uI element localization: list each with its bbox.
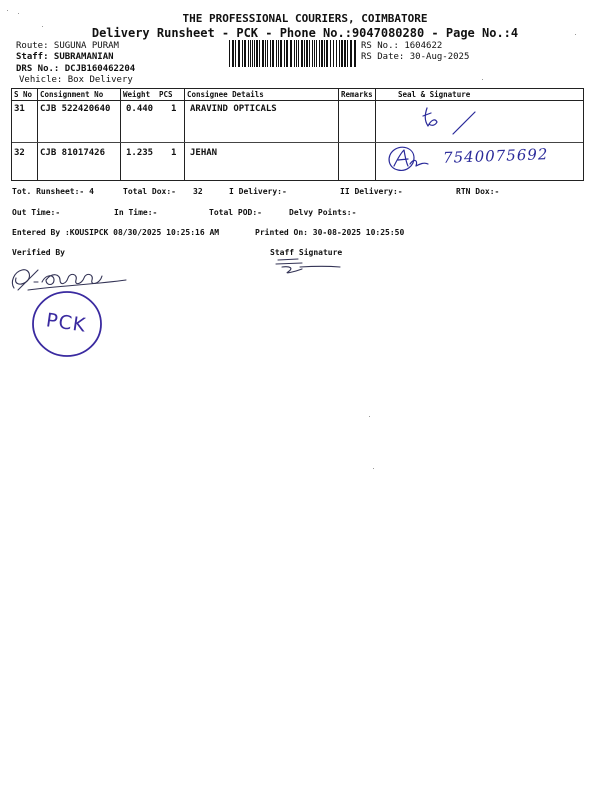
printed-on: Printed On: 30-08-2025 10:25:50: [255, 228, 405, 237]
total-pod: Total POD:-: [209, 208, 262, 217]
barcode-bar: [298, 40, 299, 67]
barcode-bar: [235, 40, 236, 67]
i-delivery: I Delivery:-: [229, 187, 287, 196]
total-dox-label: Total Dox:-: [123, 187, 176, 196]
barcode-bar: [278, 40, 279, 67]
barcode-bar: [312, 40, 313, 67]
header-seal-signature: Seal & Signature: [398, 90, 471, 99]
barcode: [229, 40, 356, 67]
barcode-bar: [280, 40, 282, 67]
staff-signature: [272, 254, 344, 276]
header-sno: S No: [14, 90, 33, 99]
barcode-bar: [256, 40, 258, 67]
barcode-bar: [238, 40, 240, 67]
rs-number: RS No.: 1604622: [361, 41, 443, 51]
row-2-weight: 1.235: [126, 148, 154, 158]
barcode-bar: [242, 40, 243, 67]
barcode-bar: [309, 40, 310, 67]
row-1-consignment: CJB 522420640: [40, 104, 111, 114]
delvy-points: Delvy Points:-: [289, 208, 357, 217]
barcode-bar: [286, 40, 288, 67]
header-consignment: Consignment No: [40, 90, 104, 99]
barcode-bar: [321, 40, 323, 67]
row-1-signature: [415, 100, 485, 140]
barcode-bar: [252, 40, 253, 67]
row-1-pcs: 1: [171, 104, 177, 114]
runsheet-table: [11, 88, 584, 181]
barcode-bar: [333, 40, 334, 67]
tot-runsheet: Tot. Runsheet:- 4: [12, 187, 94, 196]
barcode-bar: [326, 40, 328, 67]
barcode-bar: [276, 40, 277, 67]
barcode-bar: [229, 40, 230, 67]
row-2-pcs: 1: [171, 148, 177, 158]
stamp-text: PCK: [44, 309, 88, 337]
barcode-bar: [347, 40, 348, 67]
staff-label: Staff: SUBRAMANIAN: [16, 52, 114, 62]
out-time: Out Time:-: [12, 208, 61, 217]
header-pcs: PCS: [159, 90, 173, 99]
barcode-bar: [324, 40, 325, 67]
barcode-bar: [314, 40, 315, 67]
in-time: In Time:-: [114, 208, 158, 217]
barcode-bar: [265, 40, 266, 67]
row-1-sno: 31: [14, 104, 25, 114]
barcode-bar: [244, 40, 246, 67]
barcode-bar: [330, 40, 331, 67]
barcode-bar: [336, 40, 337, 67]
barcode-bar: [250, 40, 251, 67]
rtn-dox: RTN Dox:-: [456, 187, 500, 196]
entered-by: Entered By :KOUSIPCK 08/30/2025 10:25:16 AM: [12, 228, 220, 237]
barcode-bar: [341, 40, 343, 67]
barcode-bar: [301, 40, 303, 67]
barcode-bar: [272, 40, 274, 67]
barcode-bar: [290, 40, 292, 67]
verified-by-label: Verified By: [12, 248, 65, 257]
row-1-consignee: ARAVIND OPTICALS: [190, 104, 277, 114]
barcode-bar: [259, 40, 260, 67]
vehicle-label: Vehicle: Box Delivery: [19, 75, 133, 85]
total-dox-value: 32: [193, 187, 203, 196]
barcode-bar: [294, 40, 295, 67]
row-2-signature: [384, 142, 432, 178]
barcode-bar: [339, 40, 340, 67]
barcode-bar: [254, 40, 255, 67]
barcode-bar: [354, 40, 356, 67]
header-weight: Weight: [123, 90, 151, 99]
route-label: Route: SUGUNA PURAM: [16, 41, 119, 51]
rs-date: RS Date: 30-Aug-2025: [361, 52, 470, 62]
barcode-bar: [232, 40, 234, 67]
header-remarks: Remarks: [341, 90, 373, 99]
ii-delivery: II Delivery:-: [340, 187, 403, 196]
barcode-bar: [344, 40, 346, 67]
company-name: THE PROFESSIONAL COURIERS, COIMBATORE: [182, 12, 428, 25]
barcode-bar: [306, 40, 308, 67]
barcode-bar: [262, 40, 264, 67]
barcode-bar: [270, 40, 271, 67]
barcode-bar: [267, 40, 268, 67]
barcode-bar: [350, 40, 352, 67]
barcode-bar: [304, 40, 305, 67]
barcode-bar: [296, 40, 297, 67]
barcode-bar: [316, 40, 317, 67]
header-consignee: Consignee Details: [187, 90, 264, 99]
staff-signature-label: Staff Signature: [270, 248, 343, 257]
row-2-consignment: CJB 81017426: [40, 148, 106, 158]
barcode-bar: [248, 40, 249, 67]
drs-number: DRS No.: DCJB160462204: [16, 64, 136, 74]
runsheet-title: Delivery Runsheet - PCK - Phone No.:9047080280 - Page No.:4: [91, 26, 519, 40]
barcode-bar: [284, 40, 285, 67]
barcode-bar: [319, 40, 320, 67]
row-1-weight: 0.440: [126, 104, 154, 114]
row-2-consignee: JEHAN: [190, 148, 218, 158]
handwritten-phone-number: 7540075692: [442, 145, 549, 167]
row-2-sno: 32: [14, 148, 25, 158]
